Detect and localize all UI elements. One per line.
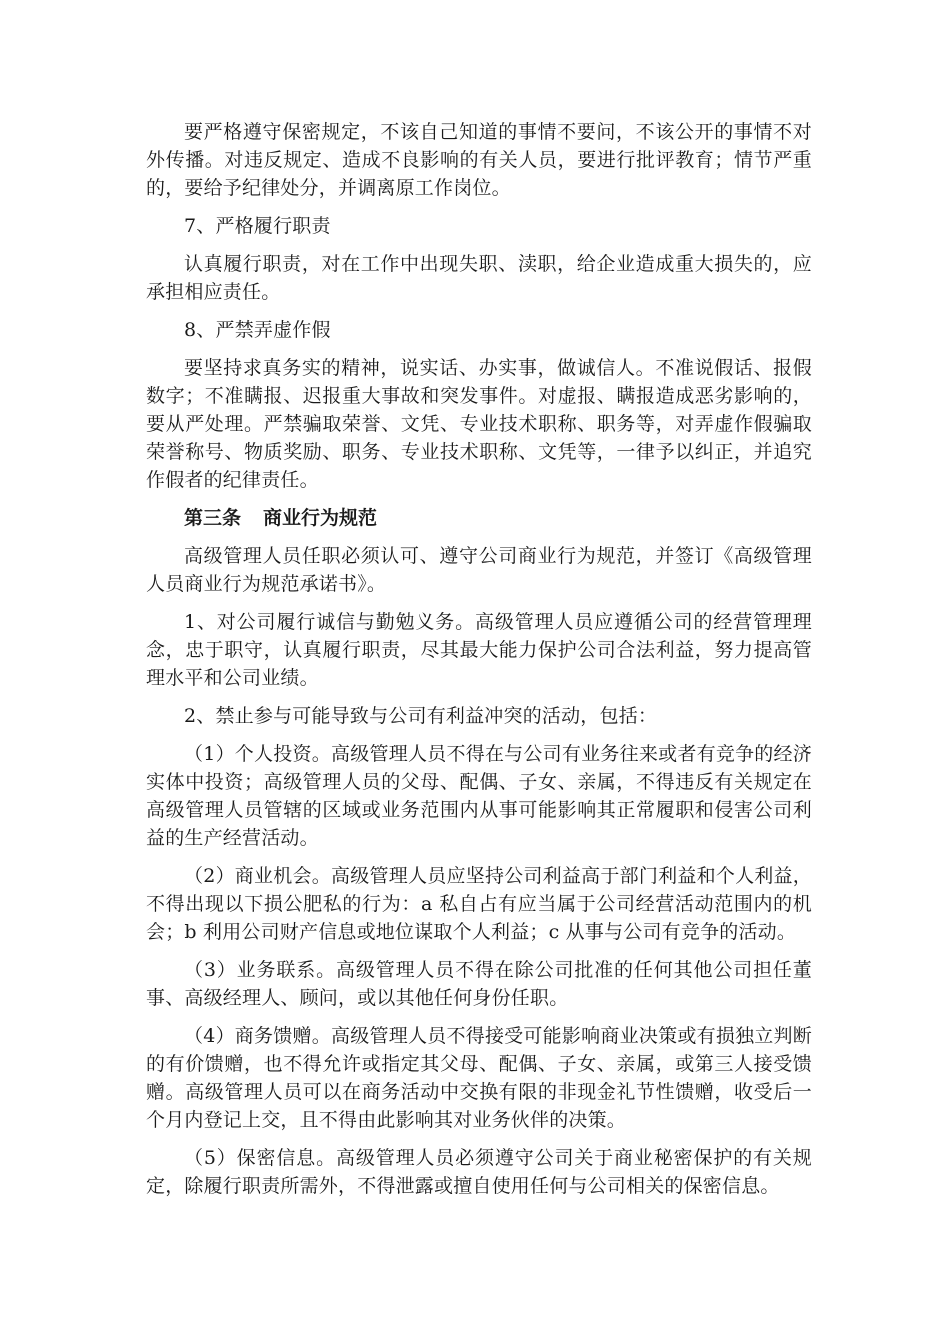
paragraph-subitem-1: （1）个人投资。高级管理人员不得在与公司有业务往来或者有竞争的经济实体中投资；高级管理人员的父母、配偶、子女、亲属，不得违反有关规定在高级管理人员管辖的区域或业务范围内从事可能影响其正常履职和侵害公司利益的生产经营活动。 (146, 743, 812, 849)
paragraph-confidentiality: 要严格遵守保密规定，不该自己知道的事情不要问，不该公开的事情不对外传播。对违反规定、造成不良影响的有关人员，要进行批评教育；情节严重的，要给予纪律处分，并调离原工作岗位。 (146, 121, 812, 199)
item-heading-8: 8、严禁弄虚作假 (184, 319, 331, 341)
section-title: 商业行为规范 (263, 507, 378, 529)
paragraph-duties: 认真履行职责，对在工作中出现失职、渎职，给企业造成重大损失的，应承担相应责任。 (146, 253, 812, 303)
paragraph-item-2: 2、禁止参与可能导致与公司有利益冲突的活动，包括： (184, 705, 658, 727)
paragraph-section-intro: 高级管理人员任职必须认可、遵守公司商业行为规范，并签订《高级管理人员商业行为规范承诺书》。 (146, 545, 812, 595)
item-heading-7: 7、严格履行职责 (184, 215, 331, 237)
paragraph-subitem-5: （5）保密信息。高级管理人员必须遵守公司关于商业秘密保护的有关规定，除履行职责所需外，不得泄露或擅自使用任何与公司相关的保密信息。 (146, 1147, 812, 1197)
document-page (146, 118, 812, 1210)
section-heading (146, 504, 812, 532)
paragraph-no-fraud: 要坚持求真务实的精神，说实话、办实事，做诚信人。不准说假话、报假数字；不准瞒报、迟报重大事故和突发事件。对虚报、瞒报造成恶劣影响的，要从严处理。严禁骗取荣誉、文凭、专业技术职称、职务等，对弄虚作假骗取荣誉称号、物质奖励、职务、专业技术职称、文凭等，一律予以纠正，并追究作假者的纪律责任。 (146, 357, 812, 491)
paragraph-item-1: 1、对公司履行诚信与勤勉义务。高级管理人员应遵循公司的经营管理理念，忠于职守，认真履行职责，尽其最大能力保护公司合法利益，努力提高管理水平和公司业绩。 (146, 611, 812, 689)
paragraph-subitem-3: （3）业务联系。高级管理人员不得在除公司批准的任何其他公司担任董事、高级经理人、顾问，或以其他任何身份任职。 (146, 959, 812, 1009)
paragraph-subitem-2: （2）商业机会。高级管理人员应坚持公司利益高于部门利益和个人利益，不得出现以下损公肥私的行为：a 私自占有应当属于公司经营活动范围内的机会；b 利用公司财产信息或地位谋取个人利益；c 从事与公司有竞争的活动。 (146, 865, 812, 943)
paragraph-subitem-4: （4）商务馈赠。高级管理人员不得接受可能影响商业决策或有损独立判断的有价馈赠，也不得允许或指定其父母、配偶、子女、亲属，或第三人接受馈赠。高级管理人员可以在商务活动中交换有限的非现金礼节性馈赠，收受后一个月内登记上交，且不得由此影响其对业务伙伴的决策。 (146, 1025, 812, 1131)
section-number: 第三条 (184, 507, 242, 529)
